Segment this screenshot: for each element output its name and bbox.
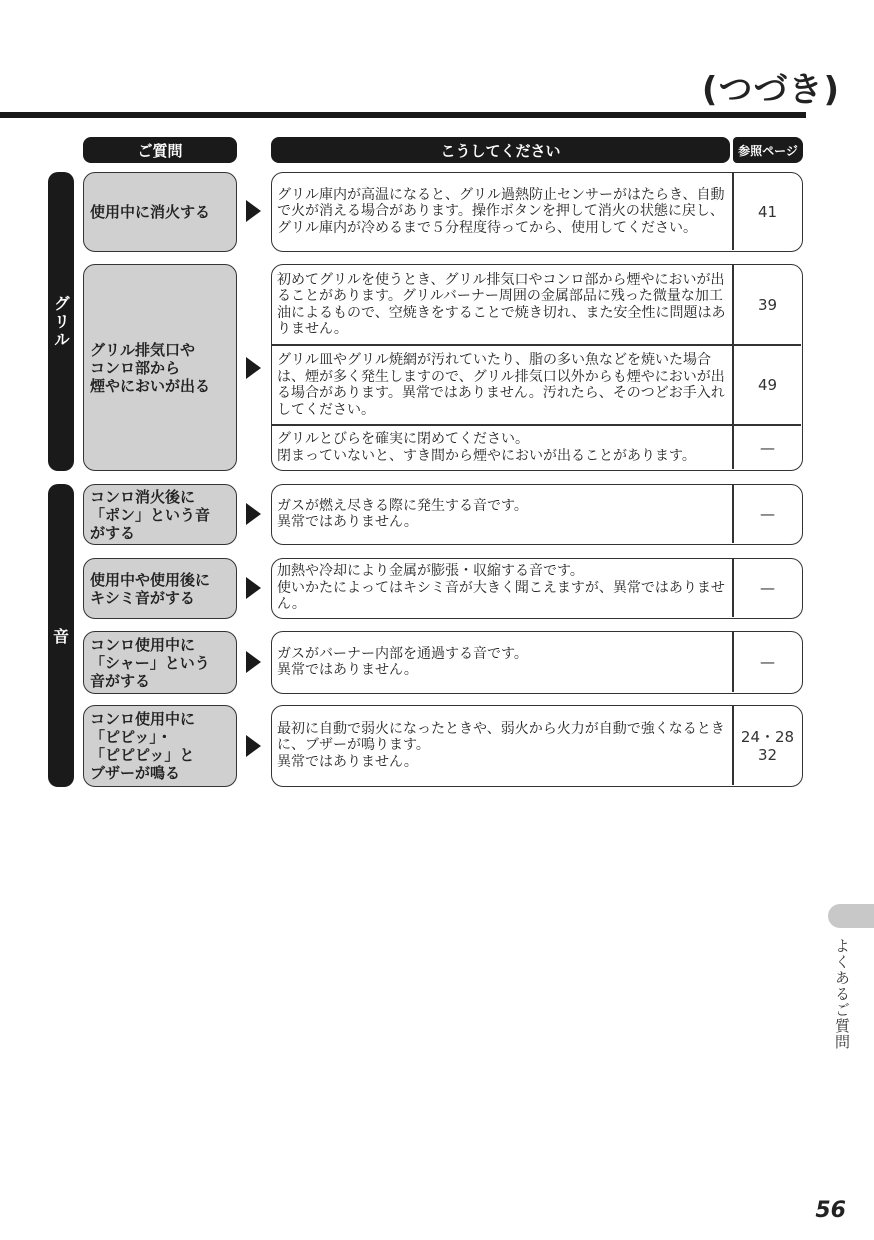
answer-text: 最初に自動で弱火になったときや、弱火から火力が自動で強くなるときに、ブザーが鳴ります。 異常ではありません。 (277, 720, 725, 770)
answer-text: グリル庫内が高温になると、グリル過熱防止センサーがはたらき、自動で火が消える場合があります。操作ボタンを押して消火の状態に戻し、グリル庫内が冷めるまで５分程度待ってから、使用してください。 (277, 186, 725, 236)
question-text: コンロ消火後に 「ポン」という音 がする (90, 487, 211, 542)
question-text: 使用中に消火する (90, 203, 211, 221)
header-page: 参照ページ (733, 137, 803, 163)
question-text: コンロ使用中に 「シャー」という 音がする (90, 635, 210, 690)
answer-box (271, 705, 803, 787)
header-answer: こうしてください (271, 137, 730, 163)
header-question: ご質問 (83, 137, 237, 163)
arrow-icon (246, 200, 261, 222)
answer-text: グリル皿やグリル焼網が汚れていたり、脂の多い魚などを焼いた場合は、煙が多く発生しますので、グリル排気口以外からも煙やにおいが出る場合があります。異常ではありません。汚れたら、そのつどお手入れしてください。 (277, 352, 725, 418)
reference-page: — (760, 653, 775, 671)
side-tab-label: よくあるご質問 (833, 938, 851, 1050)
question-text: グリル排気口や コンロ部から 煙やにおいが出る (90, 340, 211, 395)
reference-page: 39 (757, 295, 778, 314)
question-box (83, 484, 237, 545)
arrow-icon (246, 577, 261, 599)
answer-text: グリルとびらを確実に閉めてください。 閉まっていないと、すき間から煙やにおいが出ることがあります。 (277, 431, 696, 464)
page-number: 56 (815, 1198, 846, 1223)
reference-page: 49 (757, 376, 778, 394)
answer-box (271, 558, 803, 619)
arrow-icon (246, 735, 261, 757)
category-grill-label: グリル (51, 294, 71, 349)
answer-text: ガスがバーナー内部を通過する音です。 異常ではありません。 (277, 645, 528, 678)
reference-page: — (760, 505, 775, 523)
question-text: 使用中や使用後に キシミ音がする (90, 570, 211, 607)
column-divider (732, 265, 734, 469)
answer-text: ガスが燃え尽きる際に発生する音です。 異常ではありません。 (277, 497, 528, 530)
reference-page: — (760, 438, 775, 457)
answer-box (271, 264, 803, 471)
arrow-icon (246, 503, 261, 525)
question-box (83, 705, 237, 787)
reference-page: 24・28 32 (740, 727, 795, 764)
category-grill (48, 172, 74, 471)
page-title: (つづき) (701, 70, 840, 110)
answer-text: 初めてグリルを使うとき、グリル排気口やコンロ部から煙やにおいが出ることがあります。グリルバーナー周囲の金属部品に残った微量な加工油によるもので、空焼きをすることで焼き切れ、また安全性に問題はありません。 (277, 271, 726, 337)
answer-text: 加熱や冷却により金属が膨張・収縮する音です。 使いかたによってはキシミ音が大きく聞こえますが、異常ではありません。 (277, 563, 725, 613)
category-sound-label: 音 (52, 627, 69, 646)
reference-page: 41 (757, 202, 778, 221)
question-text: コンロ使用中に 「ピピッ」・ 「ピピピッ」と ブザーが鳴る (90, 710, 196, 782)
arrow-icon (246, 651, 261, 673)
question-box (83, 264, 237, 471)
question-box (83, 631, 237, 694)
question-box (83, 558, 237, 619)
answer-box (271, 631, 803, 694)
reference-page: — (760, 579, 775, 597)
answer-box (271, 484, 803, 545)
answer-box (271, 172, 803, 252)
side-tab (828, 904, 874, 928)
category-sound (48, 484, 74, 787)
arrow-icon (246, 357, 261, 379)
question-box (83, 172, 237, 252)
title-rule (0, 112, 806, 118)
